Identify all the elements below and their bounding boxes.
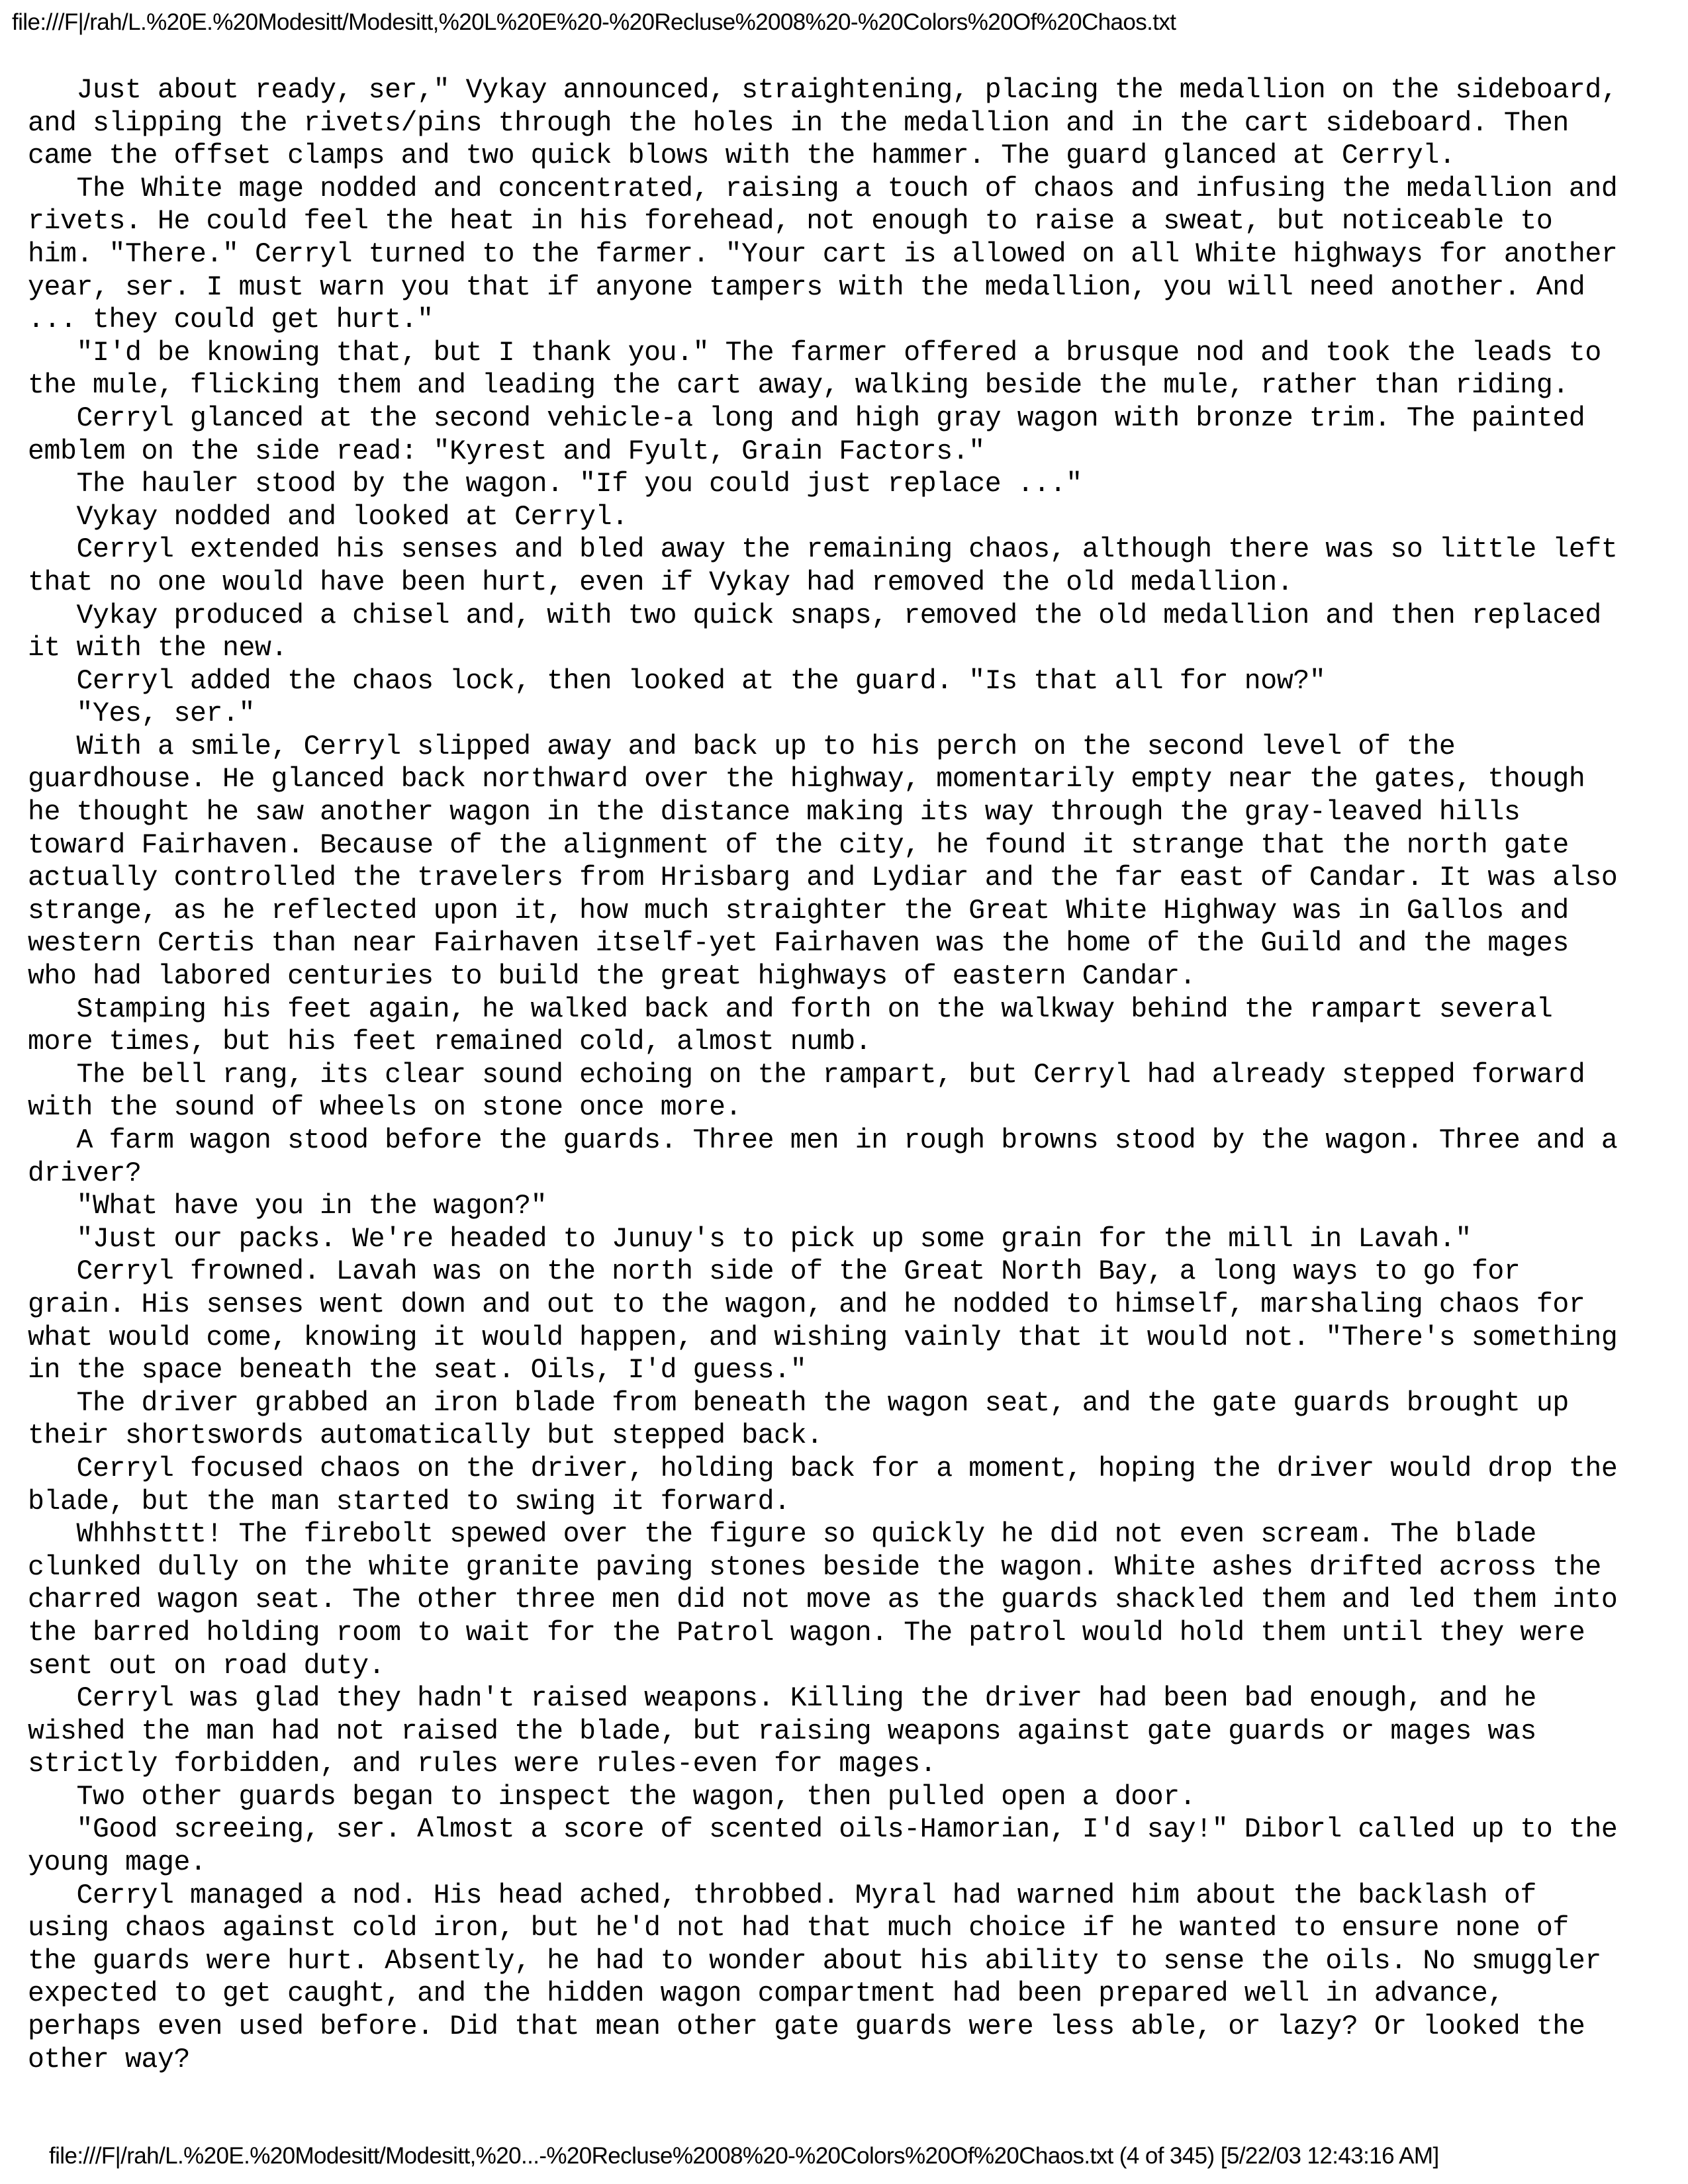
text-line: charred wagon seat. The other three men did not move as the guards shackled them and led them into	[28, 1584, 1618, 1616]
text-line: came the offset clamps and two quick blows with the hammer. The guard glanced at Cerryl.	[28, 140, 1456, 172]
text-line: their shortswords automatically but stepped back.	[28, 1420, 823, 1452]
text-line: perhaps even used before. Did that mean other gate guards were less able, or lazy? Or looked the	[28, 2011, 1585, 2043]
text-line: wished the man had not raised the blade, but raising weapons against gate guards or mages was	[28, 1715, 1536, 1747]
text-line: strictly forbidden, and rules were rules-even for mages.	[28, 1749, 937, 1780]
text-line: what would come, knowing it would happen, and wishing vainly that it would not. "There's something	[28, 1322, 1618, 1353]
text-line: ... they could get hurt."	[28, 304, 434, 336]
text-line: actually controlled the travelers from Hrisbarg and Lydiar and the far east of Candar. It was also	[28, 862, 1618, 894]
text-line: The driver grabbed an iron blade from beneath the wagon seat, and the gate guards brought up	[28, 1387, 1569, 1419]
text-line: blade, but the man started to swing it forward.	[28, 1486, 790, 1518]
text-line: the barred holding room to wait for the Patrol wagon. The patrol would hold them until they were	[28, 1617, 1585, 1649]
text-line: that no one would have been hurt, even if Vykay had removed the old medallion.	[28, 567, 1293, 598]
text-line: emblem on the side read: "Kyrest and Fyult, Grain Factors."	[28, 435, 985, 467]
text-line: young mage.	[28, 1847, 207, 1879]
text-line: strange, as he reflected upon it, how much straighter the Great White Highway was in Gallos and	[28, 895, 1569, 927]
text-line: The hauler stood by the wagon. "If you could just replace ..."	[28, 469, 1082, 500]
text-line: "Good screeing, ser. Almost a score of scented oils-Hamorian, I'd say!" Diborl called up to the	[28, 1814, 1618, 1846]
text-line: other way?	[28, 2044, 191, 2075]
text-line: year, ser. I must warn you that if anyone tampers with the medallion, you will need another. And	[28, 271, 1585, 303]
text-line: Cerryl extended his senses and bled away the remaining chaos, although there was so little left	[28, 534, 1618, 566]
text-line: The White mage nodded and concentrated, raising a touch of chaos and infusing the medallion and	[28, 173, 1618, 205]
text-line: he thought he saw another wagon in the distance making its way through the gray-leaved hills	[28, 797, 1521, 829]
text-line: driver?	[28, 1158, 142, 1189]
text-line: Stamping his feet again, he walked back and forth on the walkway behind the rampart several	[28, 993, 1553, 1025]
text-line: Cerryl frowned. Lavah was on the north side of the Great North Bay, a long ways to go for	[28, 1256, 1521, 1288]
text-line: Cerryl focused chaos on the driver, holding back for a moment, hoping the driver would drop the	[28, 1453, 1618, 1484]
text-line: it with the new.	[28, 633, 288, 664]
text-line: Two other guards began to inspect the wagon, then pulled open a door.	[28, 1781, 1196, 1813]
text-line: clunked dully on the white granite paving stones beside the wagon. White ashes drifted across the	[28, 1551, 1601, 1583]
text-line: grain. His senses went down and out to the wagon, and he nodded to himself, marshaling chaos for	[28, 1289, 1585, 1320]
text-line: Vykay nodded and looked at Cerryl.	[28, 501, 628, 533]
text-line: rivets. He could feel the heat in his forehead, not enough to raise a sweat, but noticeable to	[28, 206, 1553, 238]
text-line: in the space beneath the seat. Oils, I'd guess."	[28, 1355, 807, 1387]
text-line: Whhhsttt! The firebolt spewed over the figure so quickly he did not even scream. The blade	[28, 1519, 1536, 1551]
text-line: Just about ready, ser," Vykay announced, straightening, placing the medallion on the sideboard,	[28, 75, 1618, 106]
text-line: toward Fairhaven. Because of the alignment of the city, he found it strange that the north gate	[28, 829, 1569, 861]
text-line: the guards were hurt. Absently, he had to wonder about his ability to sense the oils. No smuggler	[28, 1945, 1601, 1977]
text-line: "What have you in the wagon?"	[28, 1191, 547, 1222]
document-path-footer: file:///F|/rah/L.%20E.%20Modesitt/Modesitt,%20...-%20Recluse%2008%20-%20Colors%20Of%20Chaos.txt (4 of 345) [5/22/03 12:43:16 AM]	[49, 2143, 1439, 2169]
document-path-header: file:///F|/rah/L.%20E.%20Modesitt/Modesitt,%20L%20E%20-%20Recluse%2008%20-%20Colors%20Of%20Chaos.txt	[12, 9, 1176, 35]
text-line: and slipping the rivets/pins through the holes in the medallion and in the cart sideboard. Then	[28, 107, 1569, 139]
text-line: Cerryl added the chaos lock, then looked at the guard. "Is that all for now?"	[28, 665, 1326, 697]
text-line: guardhouse. He glanced back northward over the highway, momentarily empty near the gates, though	[28, 764, 1585, 796]
text-line: A farm wagon stood before the guards. Three men in rough browns stood by the wagon. Three and a	[28, 1125, 1618, 1156]
text-line: who had labored centuries to build the great highways of eastern Candar.	[28, 961, 1196, 993]
text-line: him. "There." Cerryl turned to the farmer. "Your cart is allowed on all White highways for another	[28, 238, 1618, 270]
text-line: Cerryl glanced at the second vehicle-a long and high gray wagon with bronze trim. The painted	[28, 402, 1585, 434]
text-line: the mule, flicking them and leading the cart away, walking beside the mule, rather than riding.	[28, 370, 1569, 402]
text-line: expected to get caught, and the hidden wagon compartment had been prepared well in advance,	[28, 1978, 1504, 2010]
text-line: Vykay produced a chisel and, with two quick snaps, removed the old medallion and then replaced	[28, 600, 1601, 631]
text-line: "I'd be knowing that, but I thank you." The farmer offered a brusque nod and took the leads to	[28, 337, 1601, 369]
text-line: more times, but his feet remained cold, almost numb.	[28, 1026, 872, 1058]
document-body	[28, 74, 1676, 2076]
text-line: "Just our packs. We're headed to Junuy's to pick up some grain for the mill in Lavah."	[28, 1223, 1472, 1255]
text-line: Cerryl was glad they hadn't raised weapons. Killing the driver had been bad enough, and he	[28, 1683, 1536, 1715]
text-line: sent out on road duty.	[28, 1650, 385, 1682]
text-line: using chaos against cold iron, but he'd not had that much choice if he wanted to ensure none of	[28, 1913, 1569, 1944]
text-line: Cerryl managed a nod. His head ached, throbbed. Myral had warned him about the backlash of	[28, 1880, 1536, 1911]
text-line: With a smile, Cerryl slipped away and back up to his perch on the second level of the	[28, 731, 1456, 762]
text-line: "Yes, ser."	[28, 698, 256, 730]
text-line: western Certis than near Fairhaven itself-yet Fairhaven was the home of the Guild and the mages	[28, 928, 1569, 960]
text-line: with the sound of wheels on stone once more.	[28, 1092, 742, 1124]
text-line: The bell rang, its clear sound echoing on the rampart, but Cerryl had already stepped forward	[28, 1059, 1585, 1091]
